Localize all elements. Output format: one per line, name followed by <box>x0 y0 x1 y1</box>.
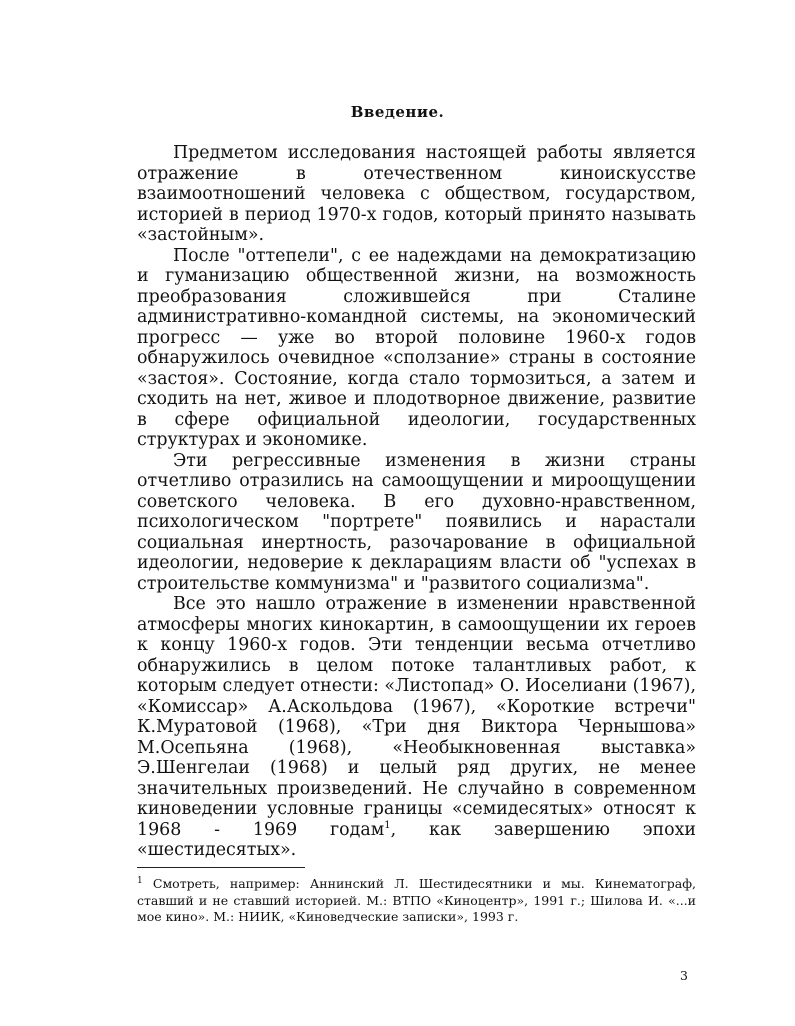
footnote-text: Смотреть, например: Аннинский Л. Шестидесятники и мы. Кинематограф, ставший и не ставший историей. М.: ВТПО «Киноцентр», 1991 г.; Шилова И. «...и мое кино». М.: НИИК, «Киноведческие записки», 1993 г. <box>137 876 696 924</box>
paragraph-subject: Предметом исследования настоящей работы является отражение в отечественном киноискусстве взаимоотношений человека с обществом, государством, историей в период 1970-х годов, который принято называть «застойным». <box>137 143 696 245</box>
footnote <box>137 876 696 926</box>
paragraph-films-text: Все это нашло отражение в изменении нравственной атмосферы многих кинокартин, в самоощущении их героев к концу 1960-х годов. Эти тенденции весьма отчетливо обнаружились в целом потоке талантливых работ, к которым следует отнести: «Листопад» О. Иоселиани (1967), «Комиссар» А.Аскольдова (1967), «Короткие встречи" К.Муратовой (1968), «Три дня Виктора Чернышова» М.Осепьяна (1968), «Необыкновенная выставка» Э.Шенгелаи (1968) и целый ряд других, не менее значительных произведений. Не случайно в современном киноведении условные границы «семидесятых» относят к 1968 - 1969 годам <box>137 594 696 840</box>
paragraph-films <box>137 594 696 861</box>
paragraph-thaw: После "оттепели", с ее надеждами на демократизацию и гуманизацию общественной жизни, на возможность преобразования сложившейся при Сталине административно-командной системы, на экономический прогресс — уже во второй половине 1960-х годов обнаружилось очевидное «сползание» страны в состояние «застоя». Состояние, когда стало тормозиться, а затем и сходить на нет, живое и плодотворное движение, развитие в сфере официальной идеологии, государственных структурах и экономике. <box>137 245 696 450</box>
paragraph-films-ending: , как завершению эпохи «шестидесятых». <box>137 819 696 860</box>
body-text <box>137 143 696 861</box>
page-title: Введение. <box>350 103 445 121</box>
paragraph-regressive-changes: Эти регрессивные изменения в жизни страны отчетливо отразились на самоощущении и мироощущении советского человека. В его духовно-нравственном, психологическом "портрете" появились и нарастали социальная инертность, разочарование в официальной идеологии, недоверие к декларациям власти об "успехах в строительстве коммунизма" и "развитого социализма". <box>137 450 696 594</box>
footnote-reference[interactable]: 1 <box>384 819 391 831</box>
footnote-divider <box>137 867 305 868</box>
footnote-marker: 1 <box>137 875 143 886</box>
page-number: 3 <box>680 968 688 983</box>
